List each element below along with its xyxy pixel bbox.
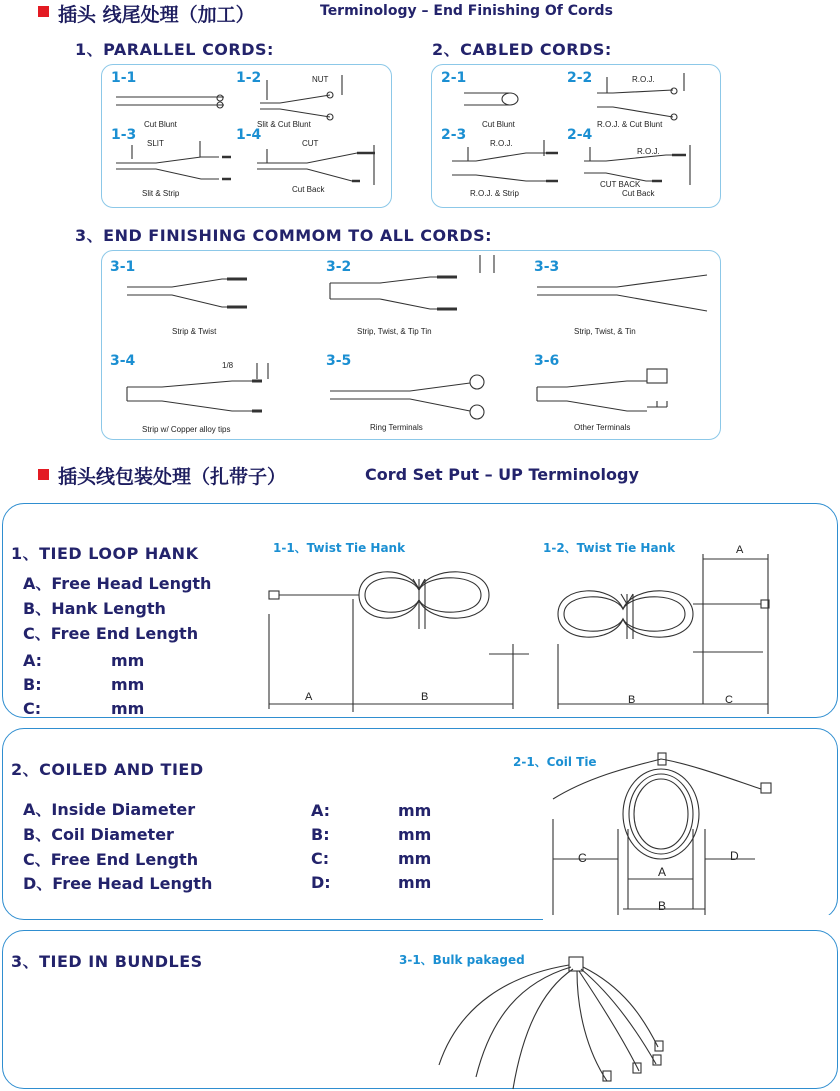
bundles-title: 3、TIED IN BUNDLES	[11, 952, 203, 971]
header1-en: Terminology – End Finishing Of Cords	[320, 3, 613, 19]
panel-gap	[543, 915, 840, 923]
fig-label: 2-1	[441, 70, 467, 86]
dim-label: C	[578, 851, 587, 865]
hank-drawings	[3, 504, 839, 719]
field-label: B:	[311, 825, 330, 844]
common-title: 3、END FINISHING COMMOM TO ALL CORDS:	[75, 226, 493, 245]
caption: Strip, Twist, & Tin	[574, 327, 636, 336]
dim-label: 1/8	[222, 361, 234, 370]
header2-en: Cord Set Put – UP Terminology	[365, 465, 639, 484]
fig-label: 1-4	[236, 127, 262, 143]
bullet-square	[38, 6, 49, 17]
dim-label: B	[658, 899, 667, 913]
dim-label: A	[658, 865, 667, 879]
dim-label: R.O.J.	[490, 139, 513, 148]
field-unit[interactable]: mm	[111, 651, 145, 670]
dim-label: R.O.J.	[632, 75, 655, 84]
field-unit[interactable]: mm	[398, 873, 432, 892]
coiled-title: 2、COILED AND TIED	[11, 760, 204, 779]
cabled-title: 2、CABLED CORDS:	[432, 40, 612, 59]
caption: Cut Back	[292, 185, 325, 194]
dim-label: CUT	[302, 139, 319, 148]
parallel-cords-drawings	[102, 65, 393, 209]
caption: Strip w/ Copper alloy tips	[142, 425, 231, 434]
field-unit[interactable]: mm	[398, 801, 432, 820]
caption: Other Terminals	[574, 423, 631, 432]
fig-label: 1-2、Twist Tie Hank	[543, 541, 676, 555]
coiled-item: A、Inside Diameter	[23, 800, 196, 819]
fig-label: 1-3	[111, 127, 137, 143]
field-label: A:	[23, 651, 43, 670]
fig-label: 3-6	[534, 353, 560, 369]
caption: Strip, Twist, & Tip Tin	[357, 327, 432, 336]
field-unit[interactable]: mm	[398, 849, 432, 868]
dim-label: B	[421, 691, 429, 703]
fig-label: 2-3	[441, 127, 467, 143]
caption: R.O.J. & Strip	[470, 189, 519, 198]
fig-label: 1-1、Twist Tie Hank	[273, 541, 406, 555]
hank-title: 1、TIED LOOP HANK	[11, 544, 199, 563]
common-finishing-panel	[101, 250, 721, 440]
field-unit[interactable]: mm	[398, 825, 432, 844]
field-label: C:	[23, 699, 42, 718]
common-finishing-drawings	[102, 251, 722, 441]
caption: Cut Blunt	[482, 120, 515, 129]
coiled-item: D、Free Head Length	[23, 874, 213, 893]
coiled-item: B、Coil Diameter	[23, 825, 174, 844]
dim-label: SLIT	[147, 139, 164, 148]
fig-label: 3-4	[110, 353, 136, 369]
caption: Slit & Strip	[142, 189, 180, 198]
dim-label: NUT	[312, 75, 329, 84]
coiled-item: C、Free End Length	[23, 850, 199, 869]
fig-label: 3-1	[110, 259, 136, 275]
caption: Cut Back	[622, 189, 655, 198]
caption: Slit & Cut Blunt	[257, 120, 311, 129]
field-label: B:	[23, 675, 42, 694]
dim-label: A	[305, 691, 313, 703]
fig-label: 3-3	[534, 259, 560, 275]
coiled-tied-panel	[2, 728, 838, 920]
dim-label: C	[725, 694, 733, 706]
fig-label: 3-5	[326, 353, 352, 369]
header1-cn: 插头 线尾处理（加工）	[58, 4, 255, 26]
tied-loop-hank-panel	[2, 503, 838, 718]
hank-item: A、Free Head Length	[23, 574, 212, 593]
hank-item: C、Free End Length	[23, 624, 199, 643]
fig-label: 2-4	[567, 127, 593, 143]
cabled-cords-panel	[431, 64, 721, 208]
bulk-bundle-drawing	[3, 931, 839, 1090]
fig-label: 2-1、Coil Tie	[513, 755, 597, 769]
tied-bundles-panel	[2, 930, 838, 1089]
parallel-cords-panel	[101, 64, 392, 208]
fig-label: 2-2	[567, 70, 593, 86]
fig-label: 1-1	[111, 70, 137, 86]
dim-label: B	[628, 694, 636, 706]
coil-tie-drawing	[3, 729, 839, 921]
bullet-square	[38, 469, 49, 480]
dim-label: R.O.J.	[637, 147, 660, 156]
header2-cn: 插头线包装处理（扎带子）	[58, 466, 287, 488]
cabled-cords-drawings	[432, 65, 722, 209]
dim-label: A	[736, 544, 744, 556]
caption: R.O.J. & Cut Blunt	[597, 120, 663, 129]
field-label: A:	[311, 801, 331, 820]
parallel-title: 1、PARALLEL CORDS:	[75, 40, 274, 59]
field-unit[interactable]: mm	[111, 675, 145, 694]
field-label: D:	[311, 873, 331, 892]
caption: Cut Blunt	[144, 120, 177, 129]
fig-label: 3-1、Bulk pakaged	[399, 953, 525, 967]
dim-label: D	[730, 849, 739, 863]
field-label: C:	[311, 849, 330, 868]
fig-label: 3-2	[326, 259, 352, 275]
caption: Ring Terminals	[370, 423, 423, 432]
dim-label: CUT BACK	[600, 180, 641, 189]
field-unit[interactable]: mm	[111, 699, 145, 718]
caption: Strip & Twist	[172, 327, 217, 336]
hank-item: B、Hank Length	[23, 599, 166, 618]
fig-label: 1-2	[236, 70, 262, 86]
